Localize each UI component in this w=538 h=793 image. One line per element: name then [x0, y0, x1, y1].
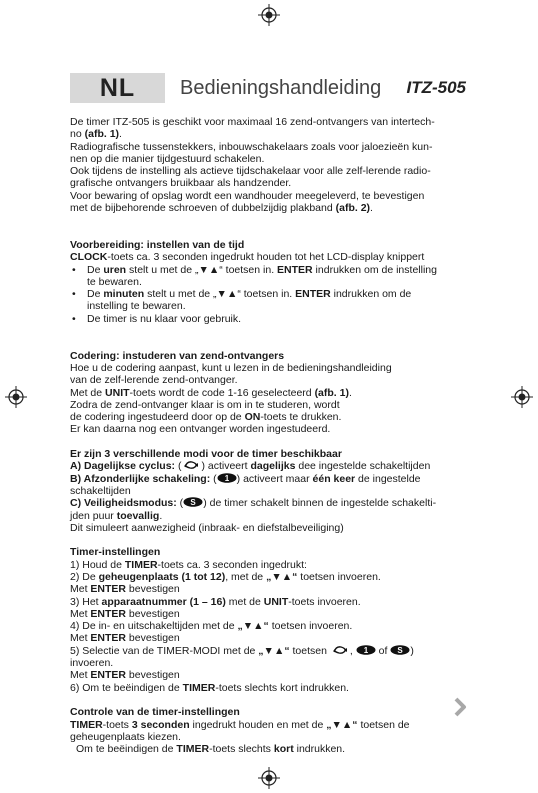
- once-icon-label: 1: [224, 473, 229, 483]
- intro-line: De timer ITZ-505 is geschikt voor maximaal 16 zend-ontvangers van intertech-: [70, 116, 435, 128]
- mode-line: Dit simuleert aanwezigheid (inbraak- en diefstalbeveiliging): [70, 521, 344, 534]
- timer-step: Met ENTER bevestigen: [70, 632, 180, 645]
- timer-step: 3) Het apparaatnummer (1 – 16) met de UNIT-toets invoeren.: [70, 595, 361, 608]
- intro-line: Voor bewaring of opslag wordt een wandhouder meegeleverd, te bevestigen: [70, 189, 425, 202]
- timer-step: 6) Om te beëindigen de TIMER-toets slechts kort indrukken.: [70, 681, 349, 694]
- intro-line: no (afb. 1).: [70, 128, 122, 141]
- mode-line: C) Veiligheidsmodus: ( S ) de timer schakelt binnen de ingestelde schakelti-: [70, 497, 437, 510]
- model-number: ITZ-505: [406, 78, 466, 97]
- timer-step: 4) De in- en uitschakeltijden met de „▼▲“ toetsen invoeren.: [70, 620, 353, 633]
- language-badge: NL: [70, 73, 165, 103]
- prep-bullet: • De minuten stelt u met de „▼▲“ toetsen in. ENTER indrukken om de instelling te bewaren.: [70, 288, 470, 313]
- timer-step: Met ENTER bevestigen: [70, 669, 180, 682]
- section-heading-control: Controle van de timer-instellingen: [70, 706, 240, 719]
- mode-line: B) Afzonderlijke schakeling: ( 1 ) activeert maar één keer de ingestelde: [70, 472, 421, 485]
- page-header: [70, 73, 466, 103]
- prep-bullet: • De timer is nu klaar voor gebruik.: [70, 313, 470, 325]
- coding-line: van de zelf-lerende zend-ontvanger.: [70, 374, 238, 387]
- once-icon: [356, 645, 376, 655]
- mode-line: A) Dagelijkse cyclus: ( ) activeert dagelijks dee ingestelde schakeltijden: [70, 460, 431, 473]
- registration-mark-bottom-icon: [258, 767, 280, 789]
- registration-mark-top-icon: [258, 4, 280, 26]
- timer-step: invoeren.: [70, 657, 114, 670]
- coding-line: Zodra de zend-ontvanger klaar is om in te studeren, wordt: [70, 398, 340, 411]
- registration-mark-left-icon: [5, 386, 27, 408]
- mode-line: jden puur toevallig.: [70, 509, 163, 522]
- prep-line: CLOCK-toets ca. 3 seconden ingedrukt houden tot het LCD-display knippert: [70, 251, 425, 264]
- intro-line: Ook tijdens de instelling als actieve tijdschakelaar voor alle zelf-lerende radio-: [70, 165, 431, 178]
- intro-line: met de bijbehorende schroeven of dubbelzijdig plakband (afb. 2).: [70, 202, 373, 215]
- security-icon-label: S: [397, 645, 403, 655]
- security-icon: [390, 645, 410, 655]
- section-heading-preparation: Voorbereiding: instellen van de tijd: [70, 238, 245, 251]
- security-icon-label: S: [190, 498, 196, 508]
- timer-step: 2) De geheugenplaats (1 tot 12), met de „▼▲“ toetsen invoeren.: [70, 570, 381, 583]
- document-title: Bedieningshandleiding: [180, 77, 382, 99]
- timer-step: 5) Selectie van de TIMER-MODI met de „▼▲“ toetsen , 1 of S ): [70, 644, 414, 657]
- mode-line: schakeltijden: [70, 484, 131, 497]
- intro-line: Radiografische tussenstekkers, inbouwschakelaars zoals voor jaloezieën kun-: [70, 140, 433, 153]
- coding-line: Met de UNIT-toets wordt de code 1-16 geselecteerd (afb. 1).: [70, 386, 352, 399]
- control-line: Om te beëindigen de TIMER-toets slechts kort indrukken.: [76, 743, 346, 756]
- once-icon-label: 1: [363, 645, 368, 655]
- section-heading-timer: Timer-instellingen: [70, 546, 161, 559]
- cycle-icon: [330, 645, 350, 655]
- coding-line: de codering ingestudeerd door op de ON-toets te drukken.: [70, 411, 342, 424]
- manual-body: [70, 116, 470, 755]
- prep-bullet: • De uren stelt u met de „▼▲“ toetsen in. ENTER indrukken om de instelling te bewaren.: [70, 264, 470, 289]
- section-heading-coding: Codering: instuderen van zend-ontvangers: [70, 349, 285, 362]
- security-icon: [183, 497, 203, 507]
- registration-mark-right-icon: [511, 386, 533, 408]
- coding-line: Er kan daarna nog een ontvanger worden ingestudeerd.: [70, 423, 331, 436]
- intro-line: grafische ontvangers bruikbaar als handzender.: [70, 177, 292, 190]
- control-line: TIMER-toets 3 seconden ingedrukt houden en met de „▼▲“ toetsen de: [70, 718, 410, 731]
- timer-step: Met ENTER bevestigen: [70, 583, 180, 596]
- intro-line: nen op die manier tijdgestuurd schakelen.: [70, 152, 265, 165]
- chevron-right-icon[interactable]: [453, 697, 467, 717]
- coding-line: Hoe u de codering aanpast, kunt u lezen in de bedieningshandleiding: [70, 361, 392, 374]
- timer-step: Met ENTER bevestigen: [70, 607, 180, 620]
- cycle-icon: [181, 460, 201, 470]
- control-line: geheugenplaats kiezen.: [70, 730, 181, 743]
- once-icon: [217, 473, 237, 483]
- timer-step: 1) Houd de TIMER-toets ca. 3 seconden ingedrukt:: [70, 558, 307, 571]
- section-heading-modes: Er zijn 3 verschillende modi voor de timer beschikbaar: [70, 448, 342, 461]
